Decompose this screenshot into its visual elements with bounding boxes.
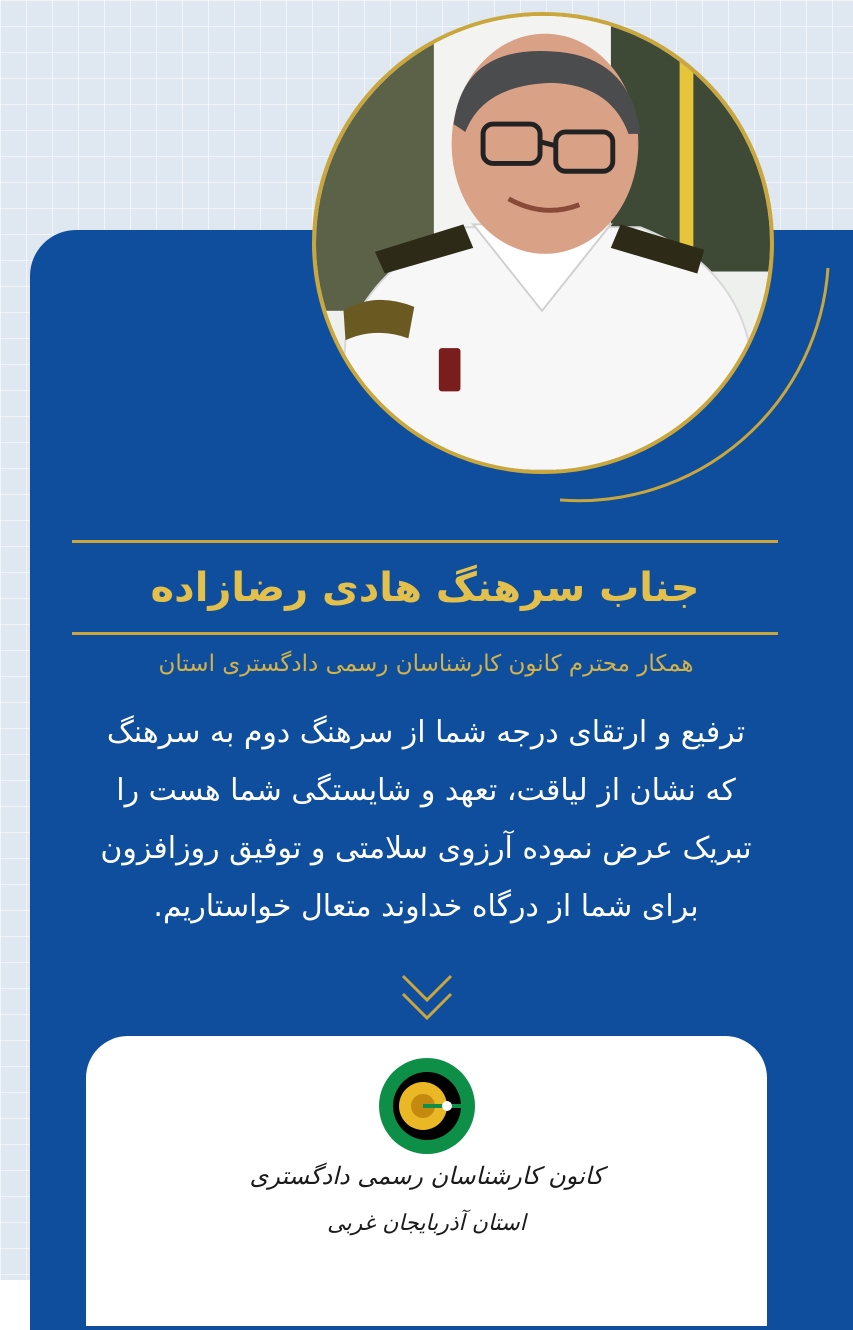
message-line: ترفیع و ارتقای درجه شما از سرهنگ دوم به سرهنگ [106,715,746,750]
message-line: که نشان از لیاقت، تعهد و شایستگی شما هست را [116,773,736,808]
congratulation-message [40,704,812,936]
honoree-photo [312,12,774,474]
organization-name: کانون کارشناسان رسمی دادگستری [249,1162,604,1190]
honoree-subtitle: همکار محترم کانون کارشناسان رسمی دادگستری استان [158,651,694,677]
message-line: برای شما از درگاه خداوند متعال خواستاریم. [153,889,699,924]
double-chevron-down-icon [397,970,457,1026]
honoree-title: جناب سرهنگ هادی رضازاده [150,565,700,611]
organization-province: استان آذربایجان غربی [327,1211,526,1236]
title-top-divider [72,540,778,543]
title-bottom-divider [72,632,778,635]
organization-logo-icon [377,1056,477,1156]
message-line: تبریک عرض نموده آرزوی سلامتی و توفیق روزافزون [100,831,752,866]
